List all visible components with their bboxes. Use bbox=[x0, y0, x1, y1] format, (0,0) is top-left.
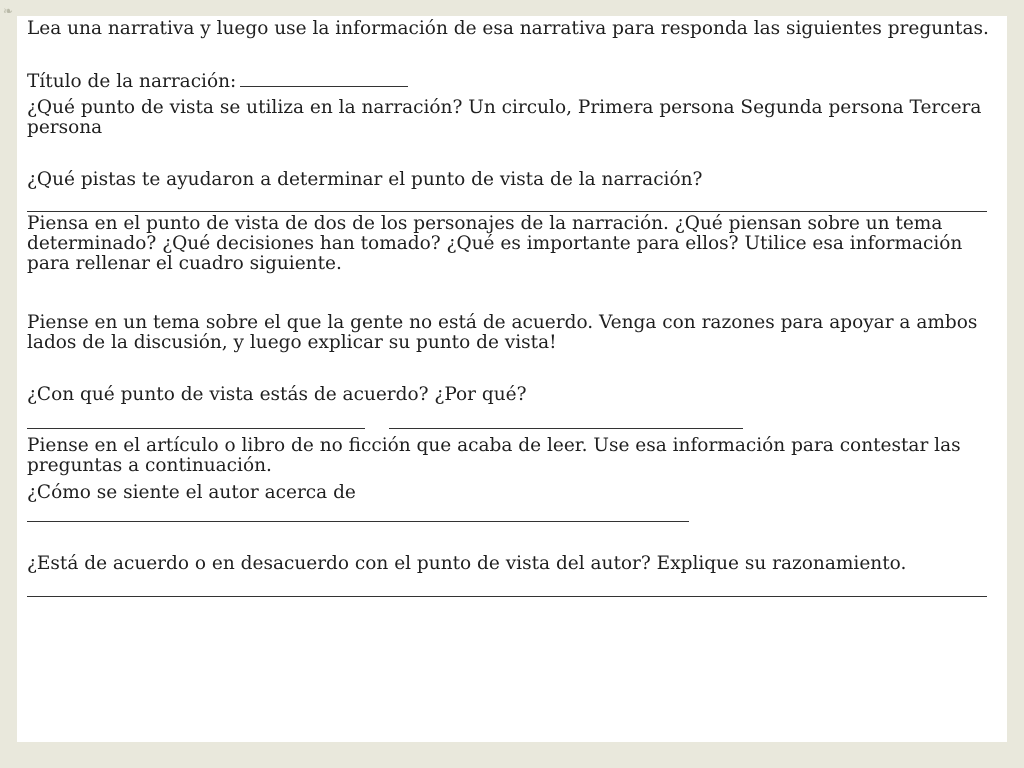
nonfiction-prompt: Piense en el artículo o libro de no ficción que acaba de leer. Use esa información para contestar las preguntas a continuación. bbox=[27, 435, 961, 476]
clues-answer-line[interactable] bbox=[27, 211, 987, 212]
clues-question: ¿Qué pistas te ayudaron a determinar el punto de vista de la narración? bbox=[27, 169, 703, 190]
agree-question: ¿Con qué punto de vista estás de acuerdo? ¿Por qué? bbox=[27, 384, 527, 405]
author-agree-answer-line[interactable] bbox=[27, 596, 987, 597]
author-feeling-answer-line[interactable] bbox=[27, 521, 689, 522]
debate-prompt: Piense en un tema sobre el que la gente no está de acuerdo. Venga con razones para apoyar a ambos lados de la discusión, y luego explicar su punto de vista! bbox=[27, 312, 978, 353]
agree-answer-line-right[interactable] bbox=[389, 428, 743, 429]
author-agree-question: ¿Está de acuerdo o en desacuerdo con el punto de vista del autor? Explique su razonamiento. bbox=[27, 553, 907, 574]
author-feeling-question: ¿Cómo se siente el autor acerca de bbox=[27, 482, 356, 503]
worksheet-page bbox=[17, 16, 1007, 742]
agree-answer-line-left[interactable] bbox=[27, 428, 365, 429]
point-of-view-question: ¿Qué punto de vista se utiliza en la narración? Un circulo, Primera persona Segunda persona Tercera persona bbox=[27, 97, 982, 138]
title-answer-blank[interactable] bbox=[240, 71, 408, 87]
characters-prompt: Piensa en el punto de vista de dos de los personajes de la narración. ¿Qué piensan sobre un tema determinado? ¿Qué decisiones han tomado? ¿Qué es importante para ellos? Utilice esa información para rellenar el cuadro siguiente. bbox=[27, 213, 963, 274]
slide-ornament-icon: ❧ bbox=[3, 4, 14, 18]
title-prompt-label: Título de la narración: bbox=[27, 71, 237, 92]
title-prompt bbox=[27, 71, 408, 92]
instructions-text: Lea una narrativa y luego use la información de esa narrativa para responda las siguientes preguntas. bbox=[27, 18, 989, 39]
